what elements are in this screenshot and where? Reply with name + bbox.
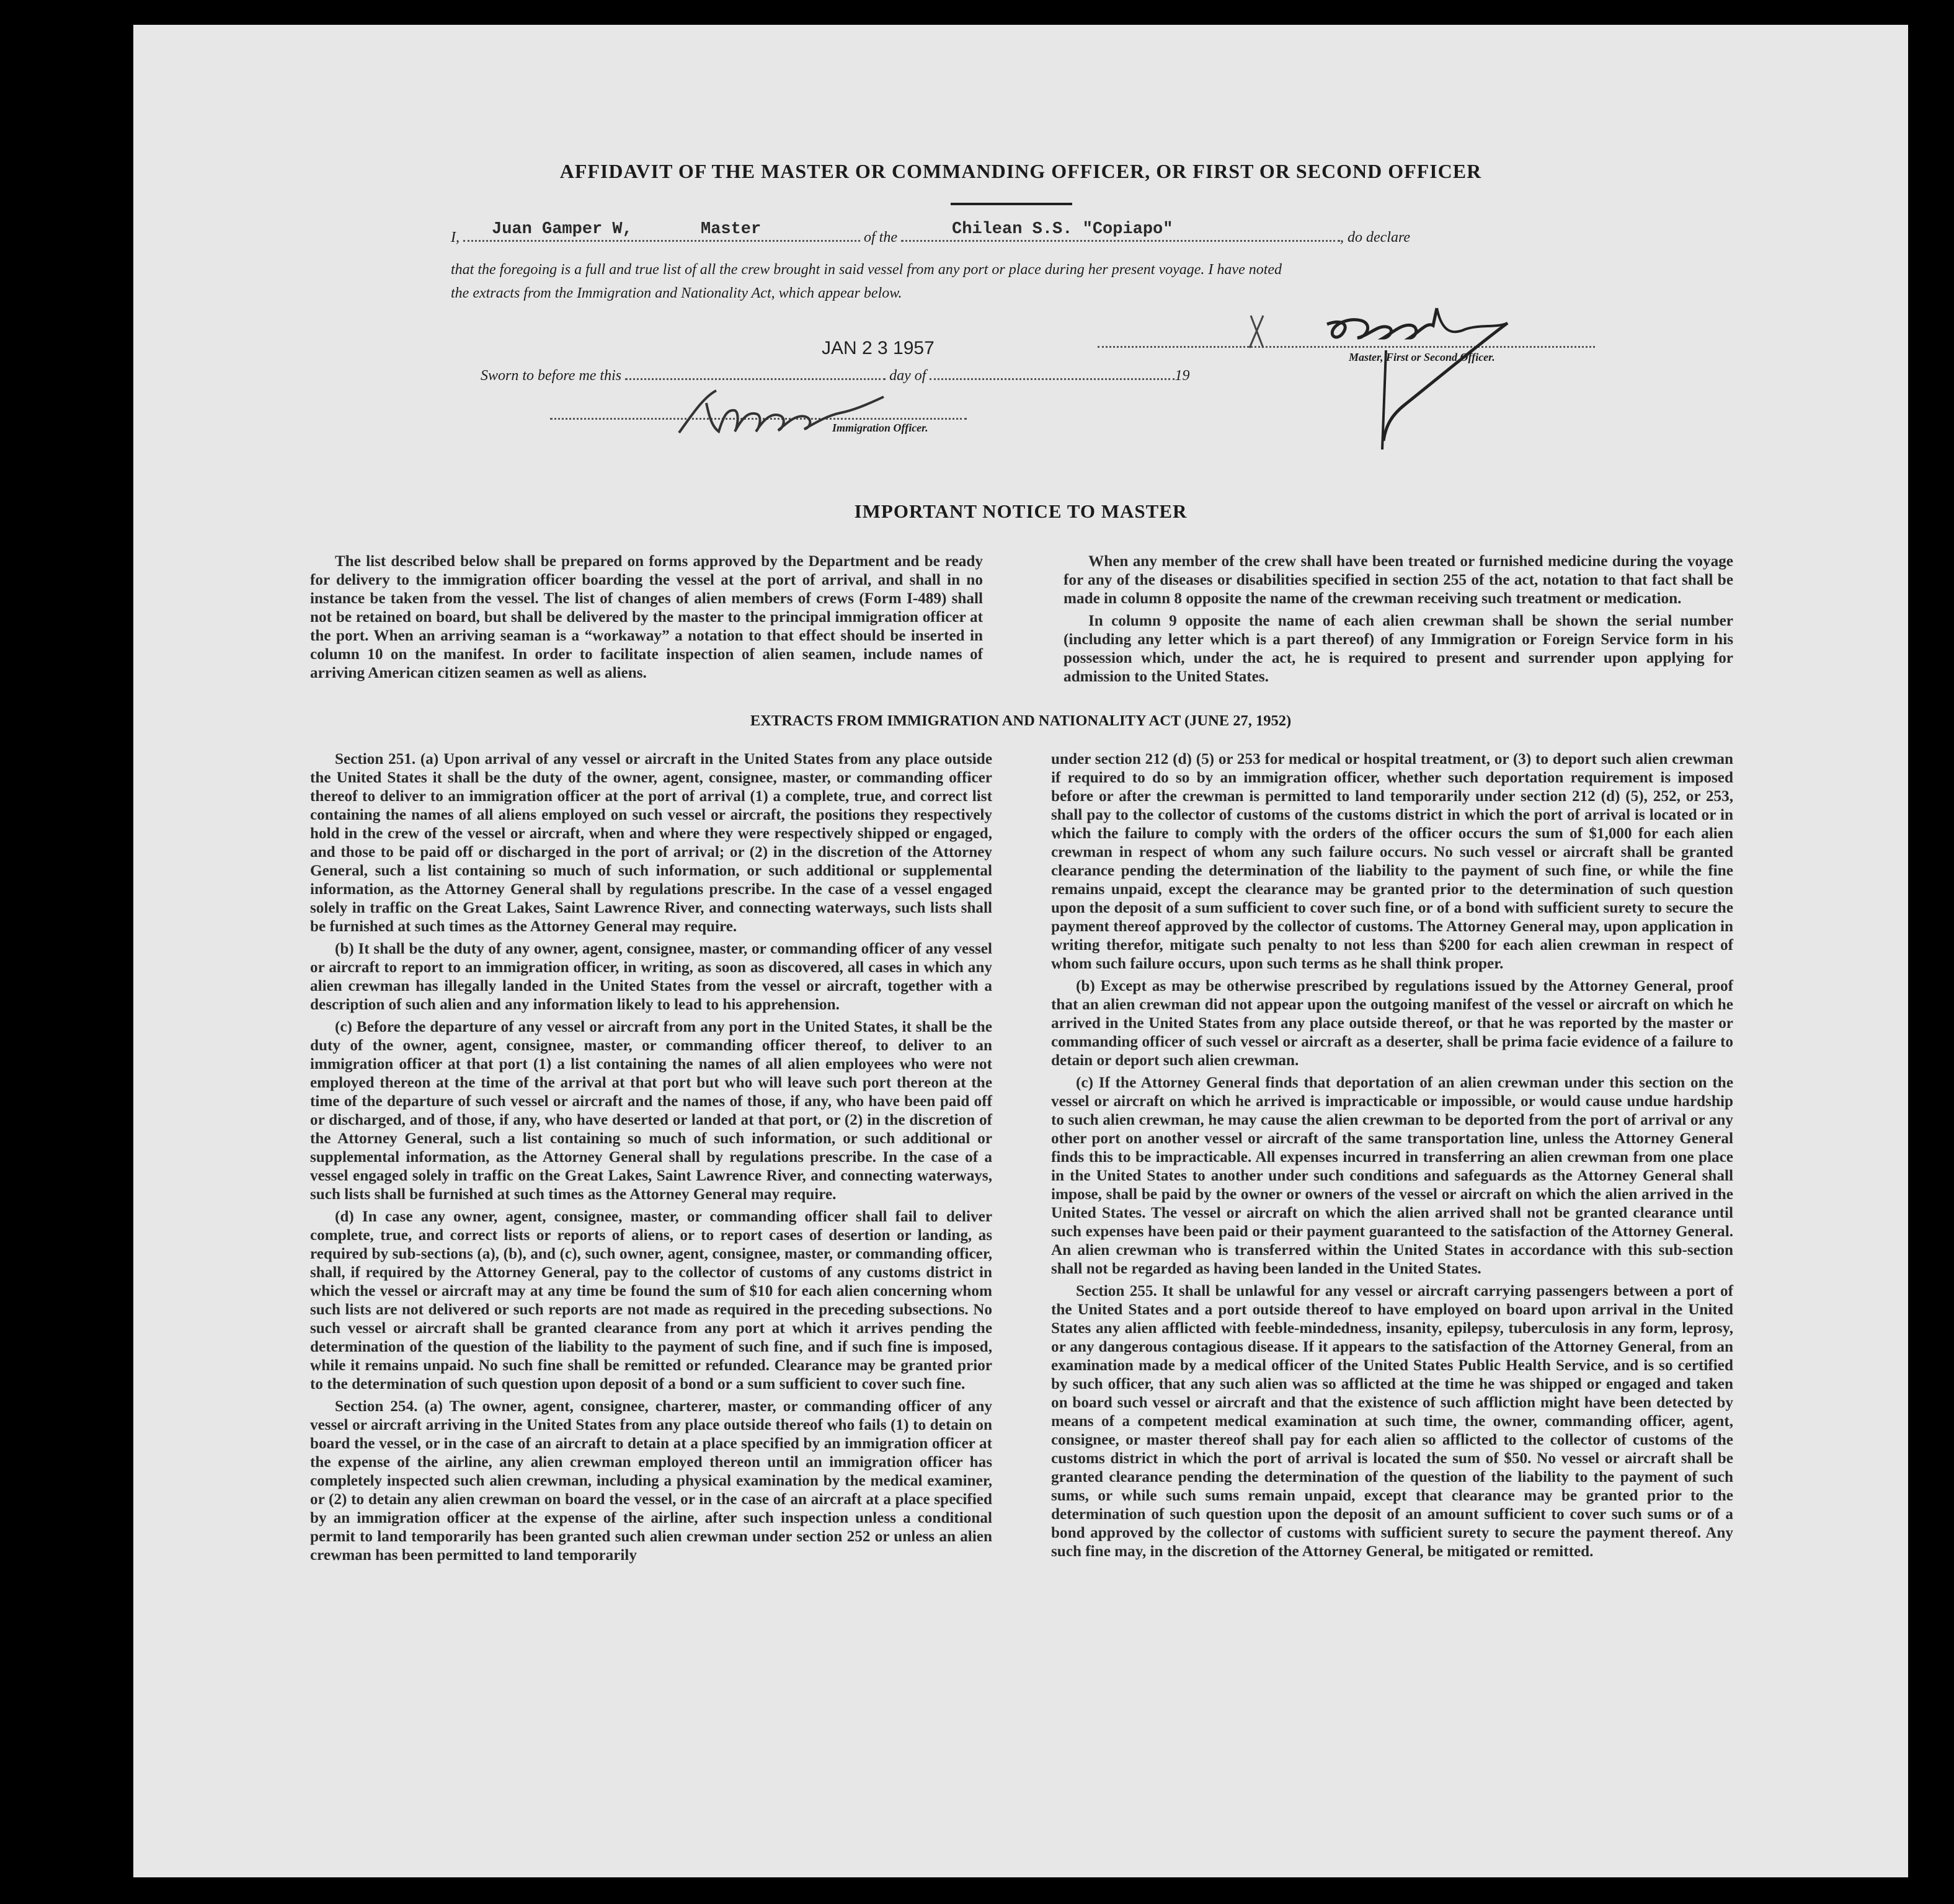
sworn-month-field: [930, 378, 1175, 380]
title-divider: [951, 203, 1072, 205]
section-251-d: (d) In case any owner, agent, consignee, master, or commanding officer shall fail to deliver complete, true, and correct lists or reports of aliens, or to report cases of desertion or landing, as required by sub-sections (a), (b), and (c), such owner, agent, consignee, master, or commanding officer, shall, if required by the Attorney General, pay to the collector of customs of any customs district in which the vessel or aircraft may at any time be found the sum of $10 for each alien concerning whom such lists are not delivered or such reports are not made as required in the preceding subsections. No such vessel or aircraft shall be granted clearance from any port at which it arrives pending the determination of the question of the liability to the payment of such fine, and if such fine is imposed, while it remains unpaid. No such fine shall be remitted or refunded. Clearance may be granted prior to the determination of such question upon deposit of a bond or a sum sufficient to cover such fine.: [310, 1208, 992, 1393]
declaration-line-2: that the foregoing is a full and true list of all the crew brought in said vessel from any port or place during her present voyage. I have noted: [451, 262, 1282, 278]
vessel-name: Chilean S.S. "Copiapo": [952, 220, 1173, 239]
notice-right: [1064, 552, 1733, 690]
master-officer-label: Master, First or Second Officer.: [1349, 351, 1495, 363]
section-251-b: (b) It shall be the duty of any owner, agent, consignee, master, or commanding officer of any vessel or aircraft to report to an immigration officer, in writing, as soon as discovered, all cases in which any alien crewman has illegally landed in the United States from the vessel or aircraft, together with a description of such alien and any information likely to lead to his apprehension.: [310, 941, 992, 1013]
section-255: Section 255. It shall be unlawful for any vessel or aircraft carrying passengers between a port of the United States and a port outside thereof to have employed on board upon arrival in the United States any alien afflicted with feeble-mindedness, insanity, epilepsy, tuberculosis in any form, leprosy, or any dangerous contagious disease. If it appears to the satisfaction of the Attorney General, from an examination made by a medical officer of the United States Public Health Service, and is so certified by such officer, that any such alien was so afflicted at the time he was shipped or engaged and taken on board such vessel or aircraft and that the existence of such affliction might have been detected by means of a competent medical examination at such time, the owner, commanding officer, agent, consignee, or master thereof shall pay for each alien so afflicted to the collector of customs of the customs district in which the port of arrival is located the sum of $50. No vessel or aircraft shall be granted clearance pending the determination of the question of the liability to the payment of such sums, or while such sums remain unpaid, except that clearance may be granted prior to the determination of such question upon the deposit of an amount sufficient to cover such sums or of a bond approved by the collector of customs with sufficient surety to secure the payment thereof. Any such fine may, in the discretion of the Attorney General, be mitigated or remitted.: [1051, 1283, 1733, 1560]
immigration-officer-signature: [667, 378, 927, 446]
extracts-title: EXTRACTS FROM IMMIGRATION AND NATIONALITY ACT (JUNE 27, 1952): [750, 712, 1292, 729]
affidavit-title: AFFIDAVIT OF THE MASTER OR COMMANDING OFFICER, OR FIRST OR SECOND OFFICER: [559, 160, 1482, 182]
section-254-c: (c) If the Attorney General finds that deportation of an alien crewman under this section on the vessel or aircraft on which he arrived is impracticable or impossible, or would cause undue hardship to such alien crewman, he may cause the alien crewman to be deported from the port of arrival or any other port on another vessel or aircraft of the same transportation line, unless the Attorney General finds this to be impracticable. All expenses incurred in transferring an alien crewman from one place in the United States to another under such conditions and safeguards as the Attorney General shall impose, shall be paid by the owner or owners of the vessel or aircraft on which the alien arrived in the United States. The vessel or aircraft on which the alien arrived shall not be granted clearance until such expenses have been paid or their payment guaranteed to the satisfaction of the Attorney General. An alien crewman who is transferred within the United States in accordance with this sub-section shall not be regarded as having been landed in the United States.: [1051, 1074, 1733, 1277]
notice-left: [310, 552, 983, 686]
extracts-right-column: [1051, 750, 1733, 1565]
section-251-a: Section 251. (a) Upon arrival of any vessel or aircraft in the United States from any place outside the United States it shall be the duty of the owner, agent, consignee, master, or commanding officer thereof to deliver to an immigration officer at the port of arrival (1) a complete, true, and correct list containing the names of all aliens employed on such vessel or aircraft, the positions they respectively hold in the crew of the vessel or aircraft, when and where they were respectively shipped or engaged, and those to be paid off or discharged in the port of arrival; or (2) in the discretion of the Attorney General, such a list containing so much of such information, or such additional or supplemental information, as the Attorney General shall by regulations prescribe. In the case of a vessel engaged solely in traffic on the Great Lakes, Saint Lawrence River, and connecting waterways, such lists shall be furnished at such times as the Attorney General may require.: [310, 751, 992, 935]
vessel-field: [901, 220, 1340, 242]
date-stamp: JAN 2 3 1957: [822, 338, 935, 358]
notice-left-paragraph: The list described below shall be prepared on forms approved by the Department and be ready for delivery to the immigration officer boarding the vessel at the port of arrival, and shall in no instance be taken from the vessel. The list of changes of alien members of crews (Form I-489) shall not be retained on board, but shall be delivered by the master to the principal immigration officer at the port. When an arriving seaman is a “workaway” a notation to that effect should be inserted in column 10 on the manifest. In order to facilitate inspection of alien seamen, include names of arriving American citizen seamen as well as aliens.: [310, 553, 983, 681]
extracts-left-column: [310, 750, 992, 1569]
do-declare-label: , do declare: [1340, 229, 1411, 246]
sworn-label: Sworn to before me this: [481, 368, 622, 384]
declarant-name: Juan Gamper W,: [492, 220, 633, 239]
section-254-a: Section 254. (a) The owner, agent, consignee, charterer, master, or commanding officer of any vessel or aircraft arriving in the United States from any place outside thereof who fails (1) to detain on board the vessel, or in the case of an aircraft to detain at a place specified by an immigration officer at the expense of the airline, any alien crewman employed thereon until an immigration officer has completely inspected such alien crewman, including a physical examination by the medical examiner, or (2) to detain any alien crewman on board the vessel, or in the case of an aircraft at a place specified by an immigration officer at the expense of the airline, after such inspection unless a conditional permit to land temporarily has been granted such alien crewman under section 252 or unless an alien crewman has been permitted to land temporarily: [310, 1398, 992, 1564]
notice-right-paragraph-2: In column 9 opposite the name of each alien crewman shall be shown the serial number (including any letter which is a part thereof) of any Immigration or Foreign Service form in his possession which, under the act, he is required to present and surrender upon applying for admission to the United States.: [1064, 613, 1733, 685]
section-254-a-continued: under section 212 (d) (5) or 253 for medical or hospital treatment, or (3) to deport such alien crewman if required to do so by an immigration officer, whether such deportation requirement is imposed before or after the crewman is permitted to land temporarily under section 212 (d) (5), 252, or 253, shall pay to the collector of customs of the customs district in which the port of arrival is located or in which the failure to comply with the orders of the officer occurs the sum of $1,000 for each alien crewman in respect of whom any such failure occurs. No such vessel or aircraft shall be granted clearance pending the determination of the liability to the payment of such fine, or while the fine remains unpaid, except the clearance may be granted prior to the determination of such question upon the deposit of a sum sufficient to cover such fine, or of a bond with sufficient surety to secure the payment thereof approved by the collector of customs. The Attorney General may, upon application in writing therefor, mitigate such penalty to not less than $200 for each alien crewman in respect of whom such failure occurs, upon such terms as he shall think proper.: [1051, 751, 1733, 972]
of-the-label: of the: [864, 229, 897, 246]
declaration-line-3: the extracts from the Immigration and Nationality Act, which appear below.: [451, 285, 902, 301]
section-251-c: (c) Before the departure of any vessel or aircraft from any port in the United States, it shall be the duty of the owner, agent, consignee, master, or commanding officer thereof, to deliver to an immigration officer at that port (1) a list containing the names of all alien employees who were not employed thereon at the time of the arrival at that port but who will leave such port thereon at the time of the departure of such vessel or aircraft and the names of those, if any, who have been paid off or discharged, and of those, if any, who have deserted or landed at that port, or (2) in the discretion of the Attorney General, such a list containing so much of such information, or such additional or supplemental information, as the Attorney General shall by regulations prescribe. In the case of a vessel engaged solely in traffic on the Great Lakes, Saint Lawrence River, and connecting waterways, such lists shall be furnished at such times as the Attorney General may require.: [310, 1019, 992, 1203]
year-prefix: 19: [1175, 368, 1190, 384]
declaration-prefix: I,: [451, 229, 460, 246]
immigration-officer-label: Immigration Officer.: [832, 422, 928, 434]
day-of-label: day of: [889, 368, 926, 384]
name-field: [463, 220, 860, 242]
declarant-rank: Master: [701, 220, 762, 239]
declaration-line-1: [451, 220, 1722, 246]
notice-title: IMPORTANT NOTICE TO MASTER: [854, 500, 1188, 522]
master-signature: [1206, 294, 1553, 456]
section-254-b: (b) Except as may be otherwise prescribed by regulations issued by the Attorney General, proof that an alien crewman did not appear upon the outgoing manifest of the vessel or aircraft on which he arrived in the United States from any place outside thereof, or that he was reported by the master or commanding officer of such vessel or aircraft as a deserter, shall be prima facie evidence of a failure to detain or deport such alien crewman.: [1051, 978, 1733, 1069]
notice-right-paragraph-1: When any member of the crew shall have been treated or furnished medicine during the voyage for any of the diseases or disabilities specified in section 255 of the act, notation to that fact shall be made in column 8 opposite the name of the crewman receiving such treatment or medication.: [1064, 553, 1733, 607]
document-page: [133, 25, 1908, 1877]
